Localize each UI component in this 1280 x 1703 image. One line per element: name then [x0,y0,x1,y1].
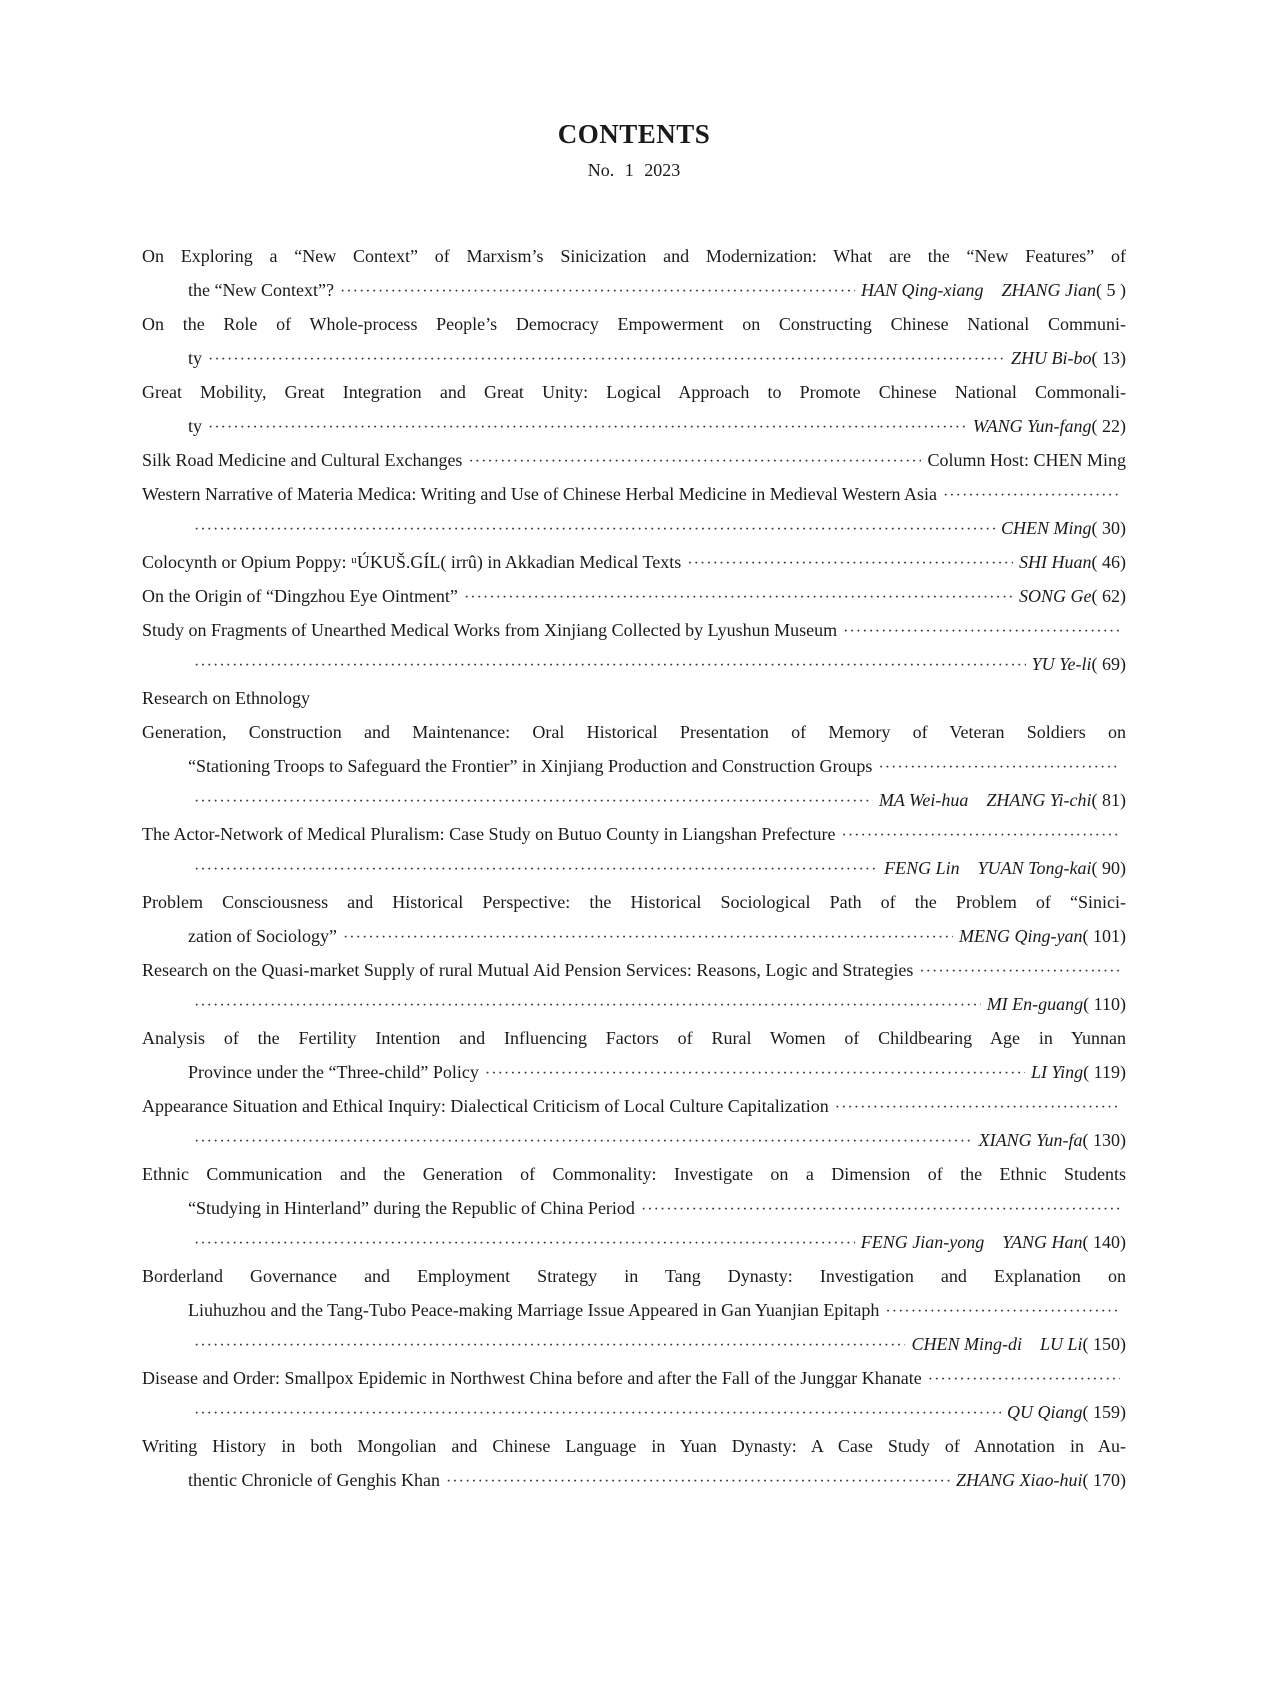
entry-title-line [142,817,1126,851]
entry-author: MENG Qing-yan( 101) [959,926,1126,946]
entry-title-line: On Exploring a “New Context” of Marxism’s Sinicization and Modernization: What are the “New Features” of [142,246,1126,266]
dot-leader [194,1397,1001,1429]
toc-entry [142,817,1126,885]
entry-title-line [142,749,1126,783]
dot-leader [835,1091,1120,1123]
entry-title-text: thentic Chronicle of Genghis Khan [188,1470,440,1490]
entry-author: HAN Qing-xiang [861,280,984,300]
entry-title-line [142,919,1126,953]
entry-page-number: ( 69) [1091,654,1126,674]
entry-title-text: “Stationing Troops to Safeguard the Frontier” in Xinjiang Production and Construction Groups [188,756,873,776]
entry-title-line [142,987,1126,1021]
dot-leader [843,615,1120,647]
dot-leader [194,853,878,885]
entry-title-text: “Studying in Hinterland” during the Republic of China Period [188,1198,635,1218]
entry-title-text: Research on the Quasi-market Supply of rural Mutual Aid Pension Services: Reasons, Logic and Strategies [142,960,914,980]
entry-title-text: Liuhuzhou and the Tang-Tubo Peace-making Marriage Issue Appeared in Gan Yuanjian Epitaph [188,1300,880,1320]
entry-author: YANG Han( 140) [1002,1232,1126,1252]
contents-page [142,118,1126,1497]
entry-title-text: The Actor-Network of Medical Pluralism: Case Study on Butuo County in Liangshan Prefecture [142,824,836,844]
entry-title-text: Province under the “Three-child” Policy [188,1062,479,1082]
entry-page-number: ( 150) [1082,1334,1126,1354]
entry-title-text: Western Narrative of Materia Medica: Writing and Use of Chinese Herbal Medicine in Medieval Western Asia [142,484,937,504]
dot-leader [885,1295,1120,1327]
dot-leader [641,1193,1120,1225]
entry-title-line [142,647,1126,681]
toc-entry [142,477,1126,545]
toc-entry [142,1089,1126,1157]
entry-title-line: Writing History in both Mongolian and Chinese Language in Yuan Dynasty: A Case Study of Annotation in Au- [142,1436,1126,1456]
entry-title-line [142,1463,1126,1497]
entry-title-text: Appearance Situation and Ethical Inquiry: Dialectical Criticism of Local Culture Capitalization [142,1096,829,1116]
toc-entry [142,375,1126,443]
entry-title-line: Generation, Construction and Maintenance: Oral Historical Presentation of Memory of Veteran Soldiers on [142,722,1126,742]
entry-title-text: Colocynth or Opium Poppy: ᵘÚKUŠ.GÍL( irrû) in Akkadian Medical Texts [142,552,682,572]
entry-title-line [142,1293,1126,1327]
entry-author: LI Ying( 119) [1030,1062,1126,1082]
dot-leader [208,411,967,443]
entry-page-number: ( 159) [1082,1402,1126,1422]
entry-author: ZHU Bi-bo( 13) [1011,348,1126,368]
dot-leader [194,649,1026,681]
entry-title-line [142,1327,1126,1361]
entry-title-text: Study on Fragments of Unearthed Medical Works from Xinjiang Collected by Lyushun Museum [142,620,838,640]
entry-title-text: Disease and Order: Smallpox Epidemic in Northwest China before and after the Fall of the Junggar Khanate [142,1368,922,1388]
entry-author: CHEN Ming-di [911,1334,1022,1354]
entry-page-number: ( 130) [1082,1130,1126,1150]
entry-page-number: ( 62) [1091,586,1126,606]
toc-entry [142,1429,1126,1497]
dot-leader [208,343,1005,375]
entry-title-line [142,1361,1126,1395]
entry-page-number: ( 30) [1091,518,1126,538]
contents-header [142,118,1126,182]
dot-leader [194,989,981,1021]
entry-title-line: On the Role of Whole-process People’s Democracy Empowerment on Constructing Chinese National Communi- [142,314,1126,334]
entry-title-line [142,545,1126,579]
entry-page-number: ( 46) [1091,552,1126,572]
entry-page-number: ( 22) [1091,416,1126,436]
entry-title-text: ty [188,416,203,436]
entry-title-line [142,341,1126,375]
page-title: CONTENTS [557,119,711,149]
entry-author: WANG Yun-fang( 22) [972,416,1126,436]
entry-title-line: Ethnic Communication and the Generation of Commonality: Investigate on a Dimension of the Ethnic Students [142,1164,1126,1184]
entry-title-line [142,613,1126,647]
entry-title-text: the “New Context”? [188,280,334,300]
entry-title-line [142,477,1126,511]
toc-entry [142,579,1126,613]
entry-page-number: ( 170) [1082,1470,1126,1490]
column-host: Column Host: CHEN Ming [927,450,1126,470]
entry-title-line [142,409,1126,443]
dot-leader [194,1125,973,1157]
entry-author: CHEN Ming( 30) [1000,518,1126,538]
entry-author: ZHANG Yi-chi( 81) [986,790,1126,810]
entry-title-line [142,1191,1126,1225]
entry-author: ZHANG Xiao-hui( 170) [955,1470,1126,1490]
issue-number: No. 1 2023 [587,160,681,180]
entry-author: YUAN Tong-kai( 90) [977,858,1126,878]
dot-leader [343,921,953,953]
entry-author: MI En-guang( 110) [986,994,1126,1014]
entry-title-line: Problem Consciousness and Historical Perspective: the Historical Sociological Path of the Problem of “Sinici- [142,892,1126,912]
entry-author: XIANG Yun-fa( 130) [978,1130,1126,1150]
toc-entry [142,681,1126,715]
dot-leader [194,785,873,817]
entry-author: SHI Huan( 46) [1019,552,1126,572]
toc-entry [142,545,1126,579]
entry-page-number: ( 90) [1091,858,1126,878]
entry-title-line: Borderland Governance and Employment Strategy in Tang Dynasty: Investigation and Explanation on [142,1266,1126,1286]
entry-author: FENG Lin [884,858,960,878]
dot-leader [340,275,855,307]
entry-title-line [142,783,1126,817]
toc-entry [142,953,1126,1021]
entry-title-text: On the Origin of “Dingzhou Eye Ointment” [142,586,458,606]
toc-entry [142,307,1126,375]
dot-leader [687,547,1013,579]
entry-title-line: Analysis of the Fertility Intention and Influencing Factors of Rural Women of Childbearing Age in Yunnan [142,1028,1126,1048]
entry-author: YU Ye-li( 69) [1031,654,1126,674]
entry-title-text: Silk Road Medicine and Cultural Exchanges [142,450,463,470]
entry-author: LU Li( 150) [1039,1334,1126,1354]
entry-page-number: ( 140) [1082,1232,1126,1252]
dot-leader [842,819,1120,851]
entry-author: FENG Jian-yong [860,1232,985,1252]
entry-title-line [142,1089,1126,1123]
toc-entry [142,1157,1126,1259]
entry-title-line [142,273,1126,307]
entry-author: ZHANG Jian( 5 ) [1001,280,1126,300]
toc-entry [142,1259,1126,1361]
entry-title-line [142,443,1126,477]
entry-page-number: ( 5 ) [1096,280,1126,300]
toc-entry [142,1361,1126,1429]
entry-title-line [142,1055,1126,1089]
entry-page-number: ( 101) [1082,926,1126,946]
entry-title-line [142,511,1126,545]
dot-leader [919,955,1120,987]
toc-entry [142,715,1126,817]
entry-page-number: ( 110) [1083,994,1126,1014]
entry-author: SONG Ge( 62) [1019,586,1126,606]
dot-leader [194,1227,855,1259]
toc-entry [142,239,1126,307]
entry-title-line: Great Mobility, Great Integration and Great Unity: Logical Approach to Promote Chinese National Commonali- [142,382,1126,402]
dot-leader [194,513,995,545]
entry-author: MA Wei-hua [878,790,969,810]
entry-page-number: ( 81) [1091,790,1126,810]
toc-entry [142,613,1126,681]
dot-leader [878,751,1120,783]
dot-leader [464,581,1013,613]
dot-leader [194,1329,905,1361]
dot-leader [928,1363,1120,1395]
entry-title-line [142,1225,1126,1259]
dot-leader [468,445,921,477]
entry-title-line [142,1123,1126,1157]
toc-entry [142,443,1126,477]
toc-entry [142,885,1126,953]
toc-entry [142,1021,1126,1089]
entry-title-line [142,953,1126,987]
entry-title-text: ty [188,348,203,368]
entry-title-line [142,579,1126,613]
section-heading: Research on Ethnology [142,688,310,708]
entry-title-line [142,1395,1126,1429]
entry-title-line [142,851,1126,885]
dot-leader [485,1057,1025,1089]
entry-author: QU Qiang( 159) [1007,1402,1126,1422]
dot-leader [943,479,1120,511]
entry-page-number: ( 119) [1083,1062,1126,1082]
entry-title-text: zation of Sociology” [188,926,337,946]
table-of-contents [142,239,1126,1497]
entry-page-number: ( 13) [1091,348,1126,368]
dot-leader [446,1465,950,1497]
